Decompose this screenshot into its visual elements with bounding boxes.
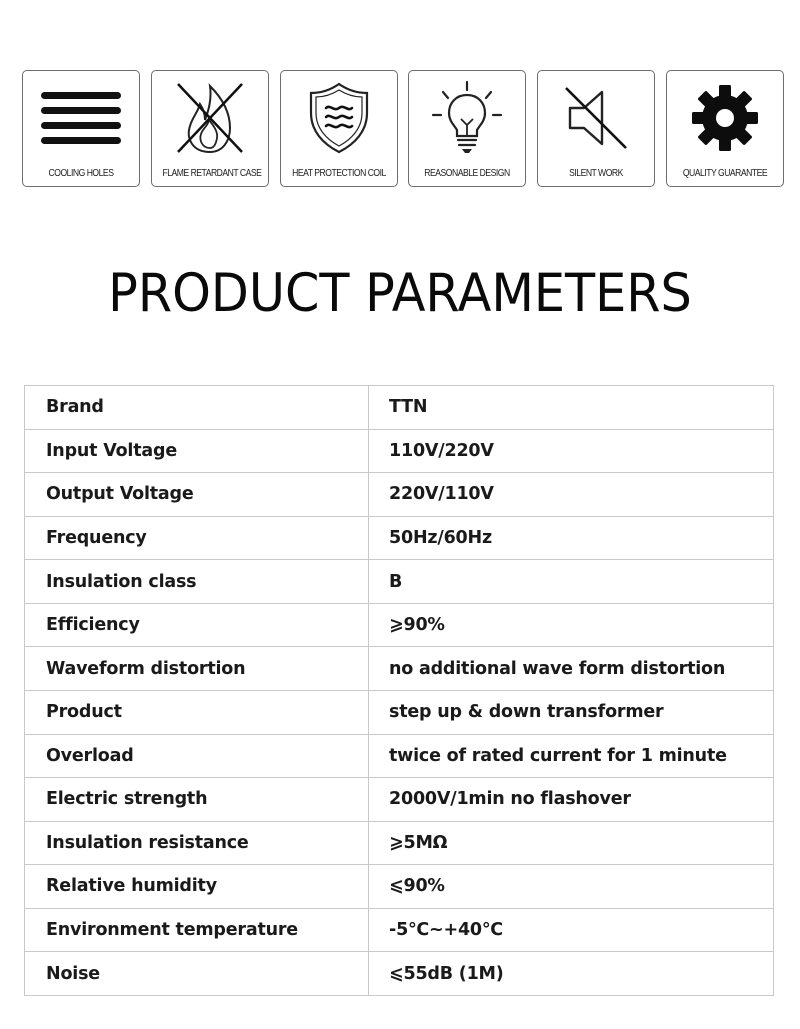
table-row <box>25 386 774 430</box>
parameter-value: B <box>369 560 774 604</box>
parameter-value: step up & down transformer <box>369 690 774 734</box>
parameter-name: Waveform distortion <box>25 647 369 691</box>
table-row <box>25 908 774 952</box>
heat-protection-shield-icon <box>281 77 397 159</box>
parameter-name: Frequency <box>25 516 369 560</box>
feature-label: HEAT PROTECTION COIL <box>291 167 386 179</box>
parameter-value: TTN <box>369 386 774 430</box>
parameter-value: 110V/220V <box>369 429 774 473</box>
light-bulb-icon <box>409 77 525 159</box>
parameter-value: ⩾90% <box>369 603 774 647</box>
table-row <box>25 690 774 734</box>
parameter-name: Relative humidity <box>25 865 369 909</box>
parameter-name: Electric strength <box>25 778 369 822</box>
table-row <box>25 473 774 517</box>
feature-label: QUALITY GUARANTEE <box>682 167 768 179</box>
feature-label: SILENT WORK <box>569 167 624 179</box>
page-title: PRODUCT PARAMETERS <box>108 263 692 324</box>
parameter-name: Insulation resistance <box>25 821 369 865</box>
feature-card-quality-guarantee <box>666 70 784 187</box>
parameter-value: 50Hz/60Hz <box>369 516 774 560</box>
parameter-value: ⩽90% <box>369 865 774 909</box>
parameter-value: no additional wave form distortion <box>369 647 774 691</box>
table-row <box>25 952 774 996</box>
parameter-name: Input Voltage <box>25 429 369 473</box>
gear-icon <box>667 77 783 159</box>
parameter-name: Noise <box>25 952 369 996</box>
feature-card-reasonable-design <box>408 70 526 187</box>
table-row <box>25 647 774 691</box>
feature-label: COOLING HOLES <box>48 167 114 179</box>
table-row <box>25 516 774 560</box>
flame-retardant-icon <box>152 77 268 159</box>
parameter-name: Brand <box>25 386 369 430</box>
parameter-value: ⩾5MΩ <box>369 821 774 865</box>
parameter-value: twice of rated current for 1 minute <box>369 734 774 778</box>
feature-card-flame-retardant <box>151 70 269 187</box>
parameter-name: Efficiency <box>25 603 369 647</box>
parameter-name: Overload <box>25 734 369 778</box>
table-row <box>25 778 774 822</box>
feature-card-silent-work <box>537 70 655 187</box>
table-row <box>25 734 774 778</box>
parameter-value: 220V/110V <box>369 473 774 517</box>
feature-card-cooling-holes <box>22 70 140 187</box>
table-row <box>25 865 774 909</box>
feature-card-heat-protection <box>280 70 398 187</box>
parameter-value: -5℃~+40℃ <box>369 908 774 952</box>
cooling-holes-icon <box>23 77 139 159</box>
feature-icons-row <box>22 70 784 190</box>
table-row <box>25 429 774 473</box>
feature-label: FLAME RETARDANT CASE <box>162 167 262 179</box>
parameter-value: ⩽55dB (1M) <box>369 952 774 996</box>
parameters-table-body <box>25 386 774 996</box>
parameter-name: Environment temperature <box>25 908 369 952</box>
feature-label: REASONABLE DESIGN <box>424 167 511 179</box>
table-row <box>25 560 774 604</box>
parameter-name: Insulation class <box>25 560 369 604</box>
parameter-name: Output Voltage <box>25 473 369 517</box>
table-row <box>25 603 774 647</box>
table-row <box>25 821 774 865</box>
parameters-table <box>24 385 774 996</box>
parameter-value: 2000V/1min no flashover <box>369 778 774 822</box>
muted-speaker-icon <box>538 77 654 159</box>
parameter-name: Product <box>25 690 369 734</box>
